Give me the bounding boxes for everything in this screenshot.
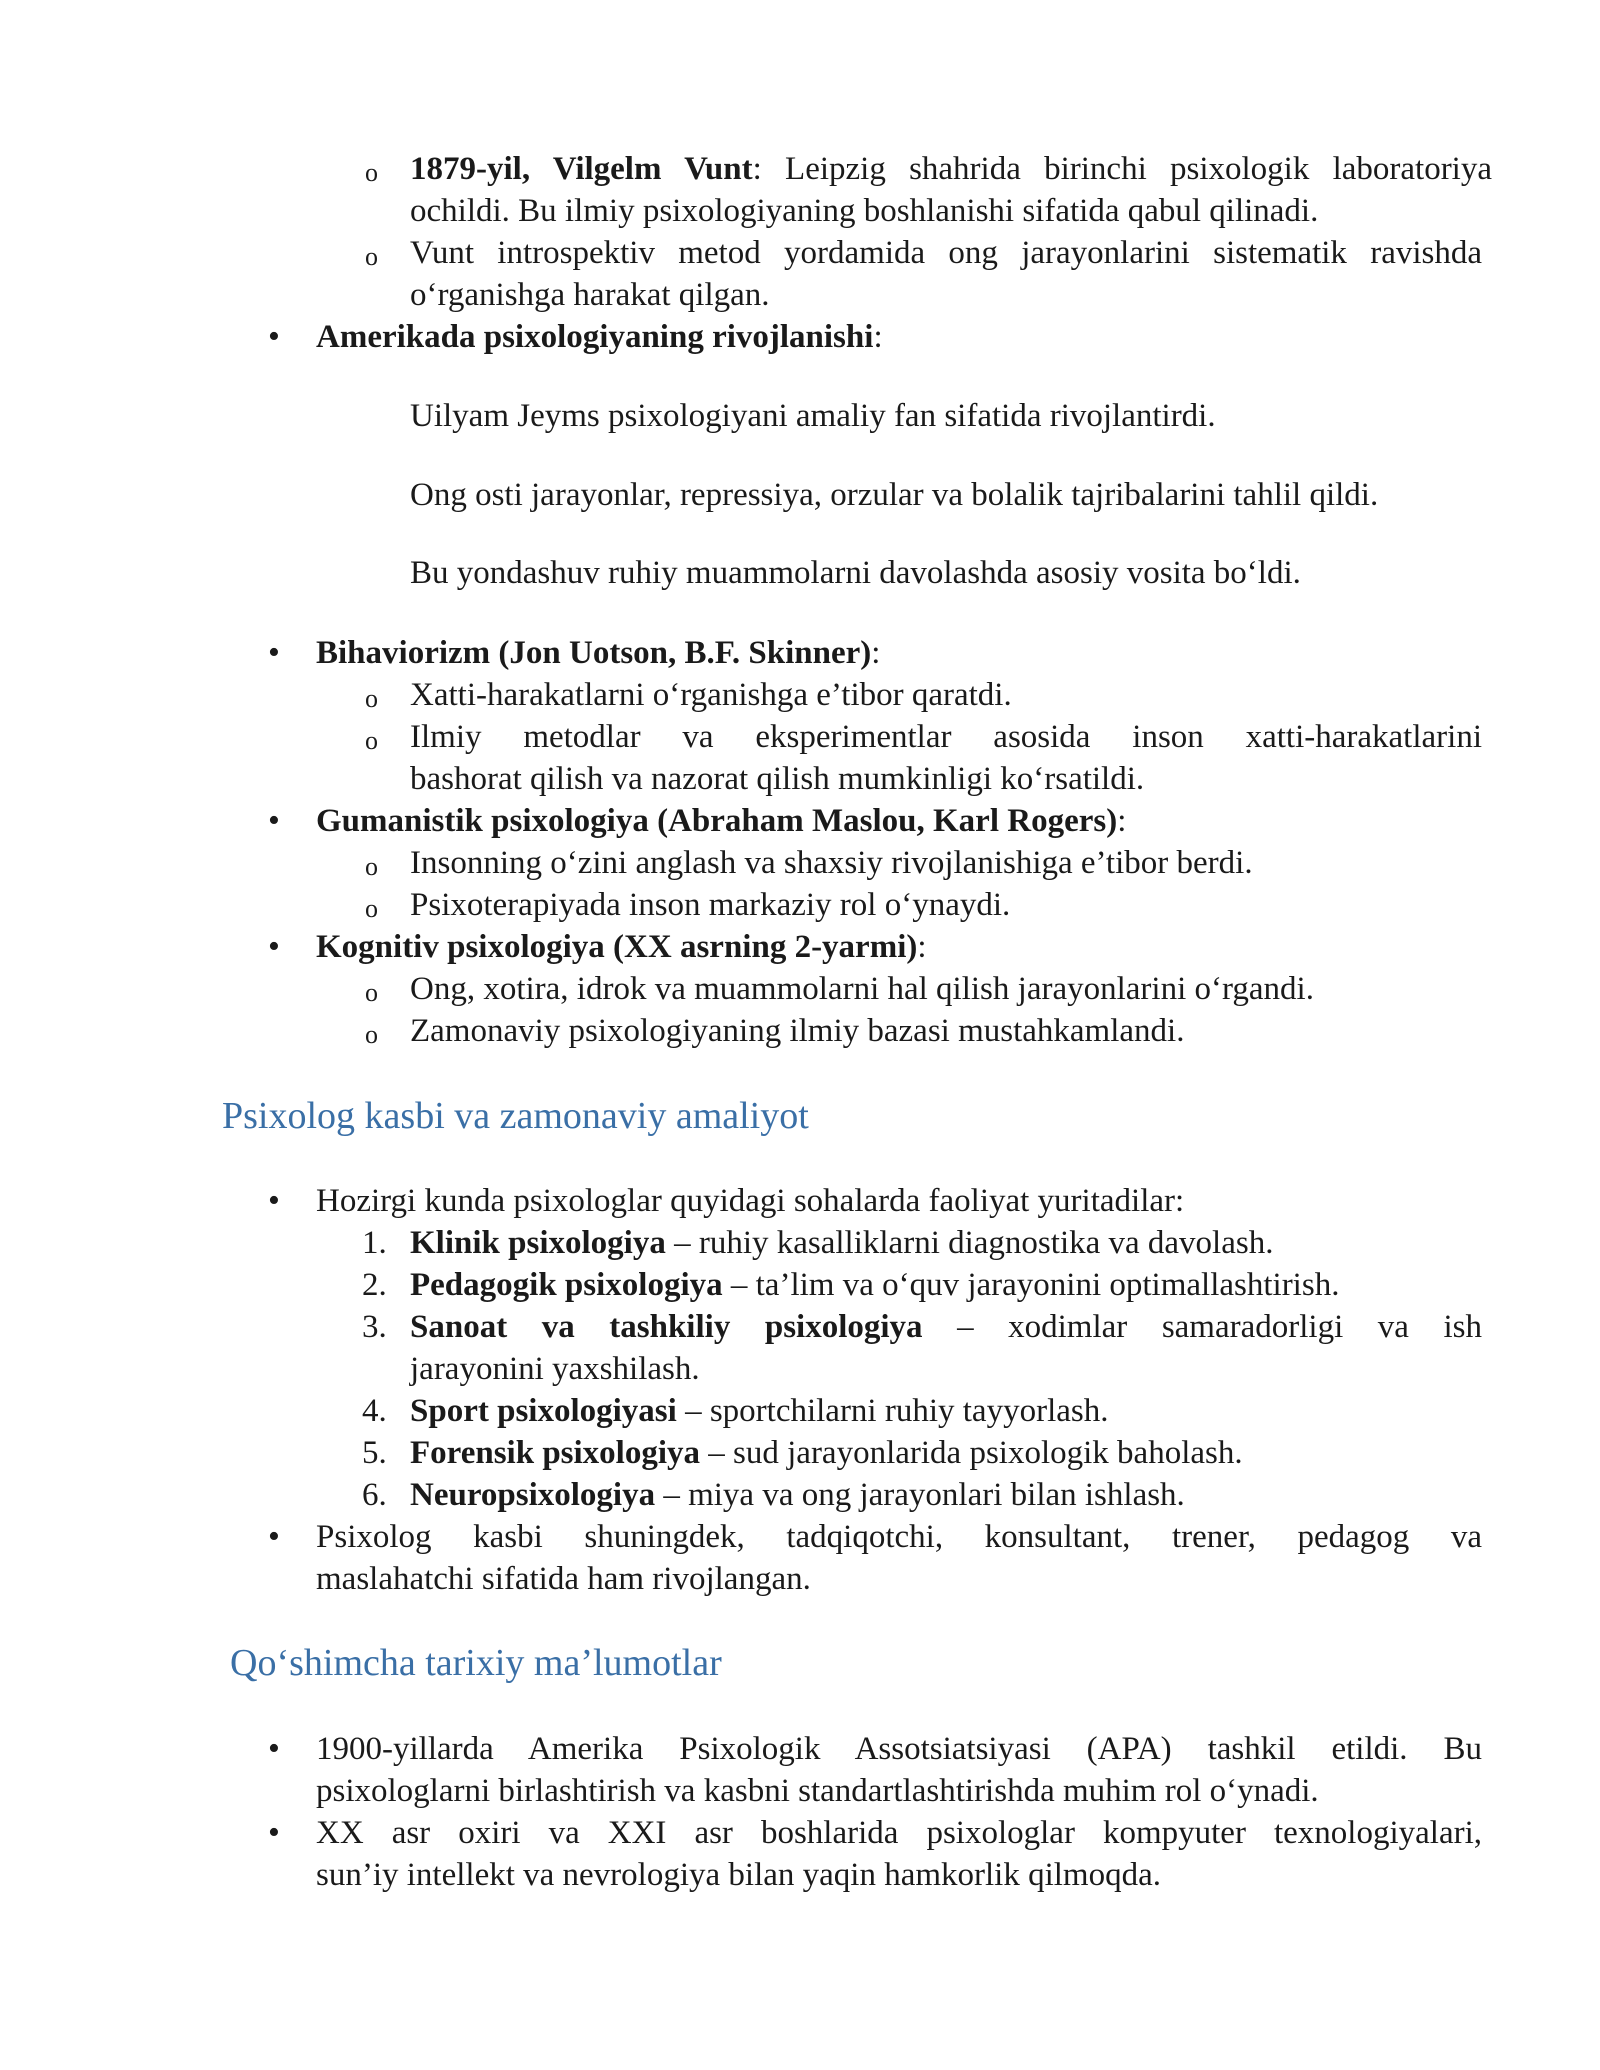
history-item-2-line-1: XX asr oxiri va XXI asr boshlarida psixologlar kompyuter texnologiyalari, <box>316 1815 1482 1851</box>
profession-outro-line-2: maslahatchi sifatida ham rivojlangan. <box>316 1561 811 1597</box>
list-number: 6. <box>362 1477 387 1513</box>
list-item-bold: Klinik psixologiya <box>410 1225 666 1261</box>
profession-intro: Hozirgi kunda psixologlar quyidagi sohalarda faoliyat yuritadilar: <box>316 1183 1185 1219</box>
list-item-neuro <box>410 1474 1185 1516</box>
cognitive-bold: Kognitiv psixologiya (XX asrning 2-yarmi) <box>316 929 918 965</box>
behaviorism-sub-1: Xatti-harakatlarni o‘rganishga e’tibor qaratdi. <box>410 677 1012 713</box>
sub-bullet-marker: o <box>365 726 378 755</box>
america-colon: : <box>873 319 883 355</box>
list-item-bold: Sanoat va tashkiliy psixologiya <box>410 1309 923 1345</box>
sub-bullet-marker: o <box>365 852 378 881</box>
behaviorism-colon: : <box>871 635 881 671</box>
history-item-1-line-1: 1900-yillarda Amerika Psixologik Assotsiatsiyasi (APA) tashkil etildi. Bu <box>316 1731 1482 1767</box>
humanistic-sub-1: Insonning o‘zini anglash va shaxsiy rivojlanishiga e’tibor berdi. <box>410 845 1253 881</box>
list-item-clinical <box>410 1222 1273 1264</box>
list-item-rest: – sud jarayonlarida psixologik baholash. <box>700 1435 1243 1471</box>
list-item-bold: Neuropsixologiya <box>410 1477 656 1513</box>
history-item-2-line-2: sun’iy intellekt va nevrologiya bilan yaqin hamkorlik qilmoqda. <box>316 1857 1161 1893</box>
behaviorism-sub-2-line-2: bashorat qilish va nazorat qilish mumkinligi ko‘rsatildi. <box>410 761 1145 797</box>
list-number: 4. <box>362 1393 387 1429</box>
list-item-industrial-line-1 <box>410 1306 1482 1348</box>
vunt-item-1-line-1 <box>410 148 1492 190</box>
sub-bullet-marker: o <box>365 1020 378 1049</box>
behaviorism-sub-2-line-1: Ilmiy metodlar va eksperimentlar asosida inson xatti-harakatlarini <box>410 719 1482 755</box>
list-item-bold: Pedagogik psixologiya <box>410 1267 723 1303</box>
cognitive-heading <box>316 926 927 968</box>
vunt-item-1-line-2: ochildi. Bu ilmiy psixologiyaning boshlanishi sifatida qabul qilinadi. <box>410 193 1319 229</box>
bullet-marker: • <box>268 1814 280 1851</box>
humanistic-colon: : <box>1117 803 1127 839</box>
bullet-marker: • <box>268 318 280 355</box>
list-item-rest: – miya va ong jarayonlari bilan ishlash. <box>655 1477 1185 1513</box>
bullet-marker: • <box>268 802 280 839</box>
bullet-marker: • <box>268 1182 280 1219</box>
sub-bullet-marker: o <box>365 894 378 923</box>
bullet-marker: • <box>268 928 280 965</box>
list-item-rest: – sportchilarni ruhiy tayyorlash. <box>676 1393 1109 1429</box>
list-item-sport <box>410 1390 1108 1432</box>
list-item-forensic <box>410 1432 1243 1474</box>
sub-bullet-marker: o <box>365 684 378 713</box>
section-heading-history: Qo‘shimcha tarixiy ma’lumotlar <box>230 1642 722 1684</box>
behaviorism-heading <box>316 632 880 674</box>
list-number: 5. <box>362 1435 387 1471</box>
america-paragraph-2: Ong osti jarayonlar, repressiya, orzular va bolalik tajribalarini tahlil qildi. <box>410 477 1379 513</box>
sub-bullet-marker: o <box>365 242 378 271</box>
bullet-marker: • <box>268 1730 280 1767</box>
list-item-industrial-line-2: jarayonini yaxshilash. <box>410 1351 700 1387</box>
section-heading-profession: Psixolog kasbi va zamonaviy amaliyot <box>222 1095 809 1137</box>
list-item-bold: Forensik psixologiya <box>410 1435 701 1471</box>
bullet-marker: • <box>268 1518 280 1555</box>
behaviorism-bold: Bihaviorizm (Jon Uotson, B.F. Skinner) <box>316 635 872 671</box>
cognitive-sub-2: Zamonaviy psixologiyaning ilmiy bazasi mustahkamlandi. <box>410 1013 1185 1049</box>
vunt-item-2-line-2: o‘rganishga harakat qilgan. <box>410 277 770 313</box>
cognitive-sub-1: Ong, xotira, idrok va muammolarni hal qilish jarayonlarini o‘rgandi. <box>410 971 1314 1007</box>
list-item-rest: – ruhiy kasalliklarni diagnostika va davolash. <box>665 1225 1274 1261</box>
sub-bullet-marker: o <box>365 158 378 187</box>
list-item-rest: – xodimlar samaradorligi va ish <box>922 1309 1482 1345</box>
america-bold: Amerikada psixologiyaning rivojlanishi <box>316 319 874 355</box>
humanistic-heading <box>316 800 1126 842</box>
america-heading <box>316 316 883 358</box>
bullet-marker: • <box>268 634 280 671</box>
list-item-bold: Sport psixologiyasi <box>410 1393 677 1429</box>
list-number: 2. <box>362 1267 387 1303</box>
list-number: 3. <box>362 1309 387 1345</box>
profession-outro-line-1: Psixolog kasbi shuningdek, tadqiqotchi, konsultant, trener, pedagog va <box>316 1519 1482 1555</box>
humanistic-sub-2: Psixoterapiyada inson markaziy rol o‘ynaydi. <box>410 887 1011 923</box>
list-item-pedagogical <box>410 1264 1339 1306</box>
list-number: 1. <box>362 1225 387 1261</box>
sub-bullet-marker: o <box>365 978 378 1007</box>
america-paragraph-3: Bu yondashuv ruhiy muammolarni davolashda asosiy vosita bo‘ldi. <box>410 555 1301 591</box>
vunt-item-1-rest: : Leipzig shahrida birinchi psixologik laboratoriya <box>752 151 1492 187</box>
cognitive-colon: : <box>917 929 927 965</box>
history-item-1-line-2: psixologlarni birlashtirish va kasbni standartlashtirishda muhim rol o‘ynadi. <box>316 1773 1319 1809</box>
humanistic-bold: Gumanistik psixologiya (Abraham Maslou, Karl Rogers) <box>316 803 1118 839</box>
vunt-item-2-line-1: Vunt introspektiv metod yordamida ong jarayonlarini sistematik ravishda <box>410 235 1482 271</box>
list-item-rest: – ta’lim va o‘quv jarayonini optimallashtirish. <box>722 1267 1340 1303</box>
america-paragraph-1: Uilyam Jeyms psixologiyani amaliy fan sifatida rivojlantirdi. <box>410 398 1216 434</box>
vunt-item-1-bold: 1879-yil, Vilgelm Vunt <box>410 151 753 187</box>
